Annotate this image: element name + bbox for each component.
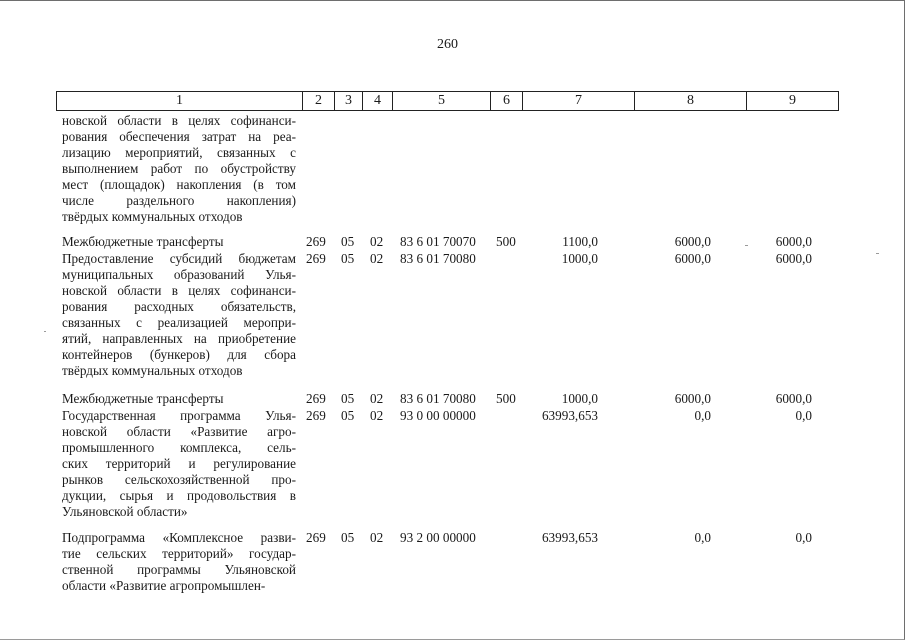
row-name-line: ственной программы Ульяновской xyxy=(62,562,296,577)
row-name-line: числе раздельного накопления) xyxy=(62,193,296,208)
row-name-line: лизацию мероприятий, связанных с xyxy=(62,145,296,160)
row-name-line: мест (площадок) накопления (в том xyxy=(62,177,296,192)
scan-mark xyxy=(876,253,879,254)
header-col-4: 4 xyxy=(362,92,392,110)
cell-csr: 93 0 00 00000 xyxy=(400,408,476,423)
row-name-line: Подпрограмма «Комплексное разви- xyxy=(62,530,296,545)
cell-grbs: 269 xyxy=(306,251,326,266)
cell-vr: 500 xyxy=(496,234,516,249)
cell-2021: 6000,0 xyxy=(775,391,812,406)
row-name-cell xyxy=(62,408,296,520)
cell-2021: 0,0 xyxy=(795,530,812,545)
table-header-row xyxy=(56,91,839,111)
header-col-7: 7 xyxy=(522,92,634,110)
row-name-line: контейнеров (бункеров) для сбора xyxy=(62,347,296,362)
header-col-1: 1 xyxy=(176,93,183,108)
cell-2021: 6000,0 xyxy=(775,234,812,249)
cell-2019: 1000,0 xyxy=(561,391,598,406)
row-name-line: ских территорий и регулирование xyxy=(62,456,296,471)
cell-pr: 02 xyxy=(370,251,384,266)
cell-grbs: 269 xyxy=(306,530,326,545)
cell-2021: 0,0 xyxy=(795,408,812,423)
row-name-line: Государственная программа Улья- xyxy=(62,408,296,423)
cell-2021: 6000,0 xyxy=(775,251,812,266)
header-col-9: 9 xyxy=(746,92,838,110)
cell-2020: 0,0 xyxy=(694,408,711,423)
cell-rz: 05 xyxy=(341,530,355,545)
header-col-6: 6 xyxy=(490,92,522,110)
row-name-cell xyxy=(62,113,296,225)
header-col-2: 2 xyxy=(302,92,334,110)
row-name-cell xyxy=(62,251,296,379)
cell-2020: 6000,0 xyxy=(674,234,711,249)
row-name-line: промышленного комплекса, сель- xyxy=(62,440,296,455)
row-name-line: тие сельских территорий» государ- xyxy=(62,546,296,561)
cell-csr: 83 6 01 70070 xyxy=(400,234,476,249)
row-name-line: рования обеспечения затрат на реа- xyxy=(62,129,296,144)
cell-2019: 63993,653 xyxy=(541,408,598,423)
row-name-cell xyxy=(62,391,296,407)
cell-pr: 02 xyxy=(370,408,384,423)
row-name-line: новской области в целях софинанси- xyxy=(62,283,296,298)
cell-grbs: 269 xyxy=(306,391,326,406)
cell-csr: 93 2 00 00000 xyxy=(400,530,476,545)
cell-pr: 02 xyxy=(370,234,384,249)
row-name-line: новской области «Развитие агро- xyxy=(62,424,296,439)
row-name-line: Межбюджетные трансферты xyxy=(62,234,224,249)
row-name-line: новской области в целях софинанси- xyxy=(62,113,296,128)
cell-2019: 1100,0 xyxy=(562,234,598,249)
row-name-cell xyxy=(62,530,296,594)
header-col-5: 5 xyxy=(392,92,490,110)
row-name-line: выполнением работ по обустройству xyxy=(62,161,296,176)
page-number: 260 xyxy=(437,37,458,52)
header-col-8: 8 xyxy=(634,92,746,110)
cell-csr: 83 6 01 70080 xyxy=(400,391,476,406)
cell-vr: 500 xyxy=(496,391,516,406)
row-name-line: ятий, направленных на приобретение xyxy=(62,331,296,346)
row-name-line: рования расходных обязательств, xyxy=(62,299,296,314)
row-name-line: дукции, сырья и продовольствия в xyxy=(62,488,296,503)
row-name-line: рынков сельскохозяйственной про- xyxy=(62,472,296,487)
cell-grbs: 269 xyxy=(306,234,326,249)
row-name-line: муниципальных образований Улья- xyxy=(62,267,296,282)
cell-pr: 02 xyxy=(370,530,384,545)
row-name-line: Предоставление субсидий бюджетам xyxy=(62,251,296,266)
cell-rz: 05 xyxy=(341,234,355,249)
row-name-cell xyxy=(62,234,296,250)
scan-mark xyxy=(44,331,46,332)
cell-2019: 63993,653 xyxy=(541,530,598,545)
cell-pr: 02 xyxy=(370,391,384,406)
row-name-line: твёрдых коммунальных отходов xyxy=(62,363,243,378)
header-col-3: 3 xyxy=(334,92,362,110)
row-name-line: Ульяновской области» xyxy=(62,504,188,519)
cell-grbs: 269 xyxy=(306,408,326,423)
cell-2019: 1000,0 xyxy=(561,251,598,266)
row-name-line: области «Развитие агропромышлен- xyxy=(62,578,266,593)
cell-csr: 83 6 01 70080 xyxy=(400,251,476,266)
cell-rz: 05 xyxy=(341,251,355,266)
row-name-line: твёрдых коммунальных отходов xyxy=(62,209,243,224)
cell-2020: 0,0 xyxy=(694,530,711,545)
row-name-line: связанных с реализацией меропри- xyxy=(62,315,296,330)
scan-mark xyxy=(745,245,748,246)
row-name-line: Межбюджетные трансферты xyxy=(62,391,224,406)
cell-2020: 6000,0 xyxy=(674,251,711,266)
cell-rz: 05 xyxy=(341,408,355,423)
cell-2020: 6000,0 xyxy=(674,391,711,406)
cell-rz: 05 xyxy=(341,391,355,406)
